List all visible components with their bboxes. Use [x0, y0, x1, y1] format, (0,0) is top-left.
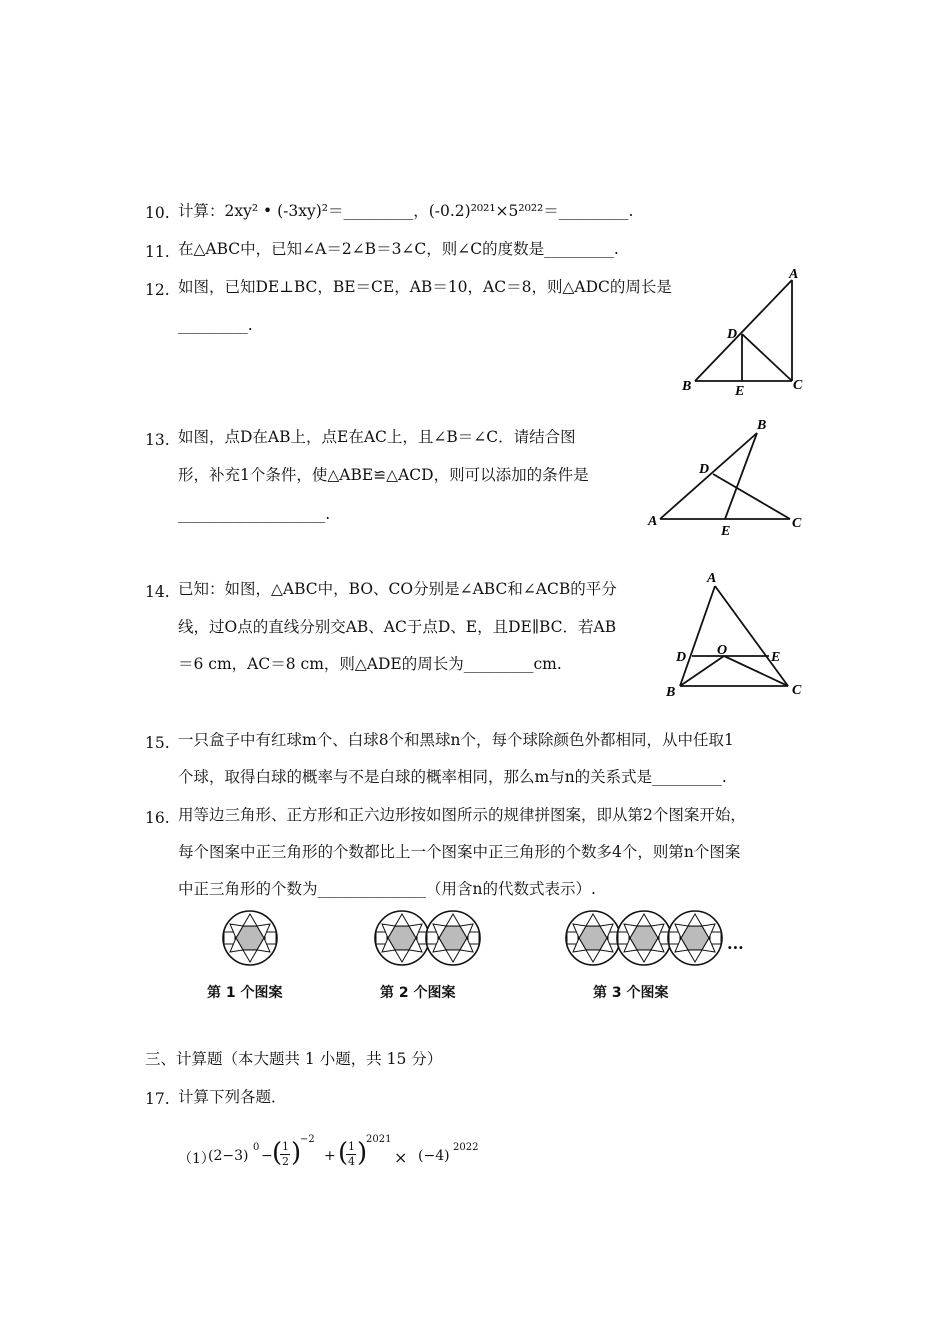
frac1-num: 1: [282, 1140, 289, 1153]
q12-line1: 如图，已知DE⊥BC，BE＝CE，AB＝10，AC＝8，则△ADC的周长是: [178, 278, 672, 296]
q14-number: 14.: [145, 583, 170, 601]
expr-plus: +: [324, 1148, 336, 1164]
q16-line3: 中正三角形的个数为______________（用含n的代数式表示）.: [178, 880, 596, 898]
expr-exp-2022: 2022: [453, 1142, 479, 1153]
q13-line2: 形，补充1个条件，使△ABE≌△ACD，则可以添加的条件是: [178, 466, 589, 484]
fig13-label-d: D: [699, 462, 710, 477]
expr-times: ×: [394, 1148, 408, 1167]
q14-line2: 线，过O点的直线分别交AB、AC于点D、E，且DE∥BC．若AB: [178, 618, 617, 636]
fig14-label-b: B: [666, 685, 676, 700]
expr-exp-neg2: −2: [300, 1134, 315, 1145]
figure-q13: [645, 415, 810, 540]
q15-line1: 一只盒子中有红球m个、白球8个和黑球n个，每个球除颜色外都相同，从中任取1: [178, 731, 734, 749]
expr-minus: −: [261, 1148, 273, 1164]
fig12-label-d: D: [727, 327, 738, 342]
q13-line1: 如图，点D在AB上，点E在AC上，且∠B＝∠C．请结合图: [178, 428, 576, 446]
section3-heading: 三、计算题（本大题共 1 小题，共 15 分）: [145, 1050, 443, 1068]
expr-exp-0: 0: [253, 1142, 260, 1153]
q10-text: 计算：2xy² • (-3xy)²＝_________，(-0.2)²⁰²¹×5²⁰²²＝_________.: [178, 202, 634, 220]
q15-line2: 个球，取得白球的概率与不是白球的概率相同，那么m与n的关系式是_________.: [178, 768, 727, 786]
expr-exp-2021: 2021: [366, 1134, 392, 1145]
fig12-label-a: A: [789, 267, 799, 282]
expr-base-2: (−4): [418, 1148, 450, 1164]
caption-pattern-3: 第 3 个图案: [593, 985, 669, 1001]
paren-left-1: (: [272, 1138, 283, 1168]
figure-q16-patterns: [195, 905, 765, 980]
fig14-label-a: A: [707, 571, 717, 586]
caption-pattern-1: 第 1 个图案: [207, 985, 283, 1001]
q17-part1-label: （1）: [178, 1151, 215, 1167]
fig14-label-c: C: [792, 683, 802, 698]
q17-number: 17.: [145, 1090, 170, 1108]
q10-number: 10.: [145, 204, 170, 222]
q12-number: 12.: [145, 281, 170, 299]
fig13-label-a: A: [648, 514, 658, 529]
figure-q14: [665, 568, 810, 703]
fig14-label-o: O: [717, 643, 728, 658]
fig14-label-e: E: [771, 650, 781, 665]
q14-line3: ＝6 cm，AC＝8 cm，则△ADE的周长为_________cm.: [178, 655, 562, 673]
fig12-label-b: B: [682, 379, 692, 394]
q11-text: 在△ABC中，已知∠A＝2∠B＝3∠C，则∠C的度数是_________.: [178, 240, 619, 258]
paren-right-2: ): [357, 1138, 368, 1168]
frac2-num: 1: [348, 1140, 355, 1153]
fig13-label-e: E: [721, 524, 731, 539]
q16-number: 16.: [145, 809, 170, 827]
paren-left-2: (: [338, 1138, 349, 1168]
fig13-label-b: B: [757, 418, 767, 433]
q14-line1: 已知：如图，△ABC中，BO、CO分别是∠ABC和∠ACB的平分: [178, 580, 617, 598]
q11-number: 11.: [145, 243, 170, 261]
fig12-label-c: C: [793, 378, 803, 393]
q13-number: 13.: [145, 431, 170, 449]
q16-line1: 用等边三角形、正方形和正六边形按如图所示的规律拼图案，即从第2个图案开始，: [178, 806, 746, 824]
q16-line2: 每个图案中正三角形的个数都比上一个图案中正三角形的个数多4个，则第n个图案: [178, 843, 741, 861]
fig12-label-e: E: [735, 384, 745, 399]
fig13-label-c: C: [792, 516, 802, 531]
paren-right-1: ): [291, 1138, 302, 1168]
q12-line2: _________.: [178, 316, 253, 334]
caption-pattern-2: 第 2 个图案: [380, 985, 456, 1001]
pattern-ellipsis: ···: [727, 938, 744, 957]
fig14-label-d: D: [676, 650, 687, 665]
q17-text: 计算下列各题．: [178, 1088, 287, 1106]
q15-number: 15.: [145, 734, 170, 752]
figure-q12: [675, 262, 810, 402]
frac1-den: 2: [282, 1155, 289, 1168]
expr-base-1: (2−3): [208, 1148, 249, 1164]
frac2-den: 4: [348, 1155, 355, 1168]
q13-line3: ___________________.: [178, 505, 331, 523]
